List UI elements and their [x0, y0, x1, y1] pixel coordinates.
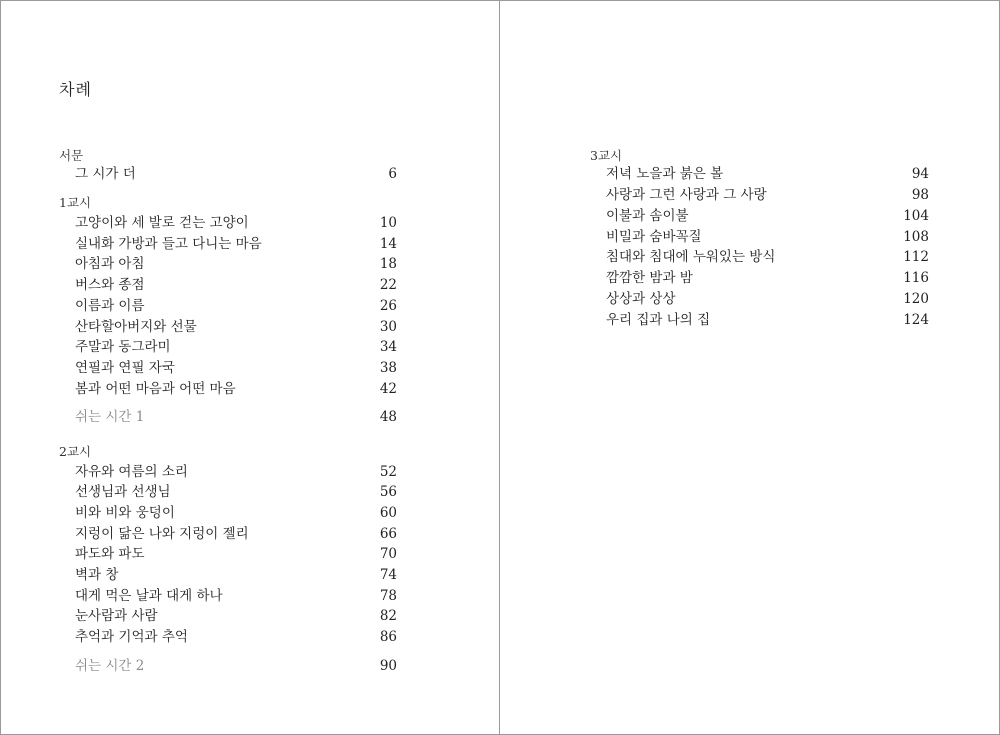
toc-entry-title: 그 시가 더 — [75, 166, 136, 182]
toc-entry[interactable] — [606, 164, 929, 184]
toc-entry-title: 실내화 가방과 들고 다니는 마음 — [75, 236, 262, 252]
toc-entry-title: 자유와 여름의 소리 — [75, 464, 188, 480]
toc-entry-title: 상상과 상상 — [606, 291, 676, 307]
section-label-class1: 1교시 — [59, 195, 92, 210]
toc-entry-page: 116 — [903, 270, 929, 286]
toc-entry[interactable] — [75, 606, 397, 626]
toc-entry-title: 이름과 이름 — [75, 298, 145, 314]
toc-entry-page: 56 — [379, 484, 397, 500]
toc-entry[interactable] — [75, 462, 397, 482]
toc-entry-page: 48 — [379, 409, 397, 425]
toc-entry-title: 연필과 연필 자국 — [75, 360, 175, 376]
toc-entry[interactable] — [75, 544, 397, 564]
toc-entry[interactable] — [75, 213, 397, 233]
toc-entry-title: 주말과 동그라미 — [75, 339, 171, 355]
toc-entry-page: 66 — [379, 526, 397, 542]
toc-entry-break[interactable] — [75, 656, 397, 676]
toc-entry-title: 벽과 창 — [75, 567, 119, 583]
toc-entry[interactable] — [75, 565, 397, 585]
toc-entry-page: 90 — [379, 658, 397, 674]
toc-entry[interactable] — [75, 524, 397, 544]
toc-entry[interactable] — [75, 627, 397, 647]
toc-entry-title: 버스와 종점 — [75, 277, 145, 293]
toc-entry-page: 6 — [388, 166, 397, 182]
toc-entry-page: 78 — [379, 588, 397, 604]
toc-entry-title: 우리 집과 나의 집 — [606, 312, 711, 328]
toc-entry-page: 14 — [379, 236, 397, 252]
toc-entry-page: 26 — [379, 298, 397, 314]
toc-entry-page: 38 — [379, 360, 397, 376]
toc-entry-page: 86 — [379, 629, 397, 645]
toc-entry-page: 104 — [903, 208, 929, 224]
toc-entry-page: 120 — [903, 291, 929, 307]
toc-entry[interactable] — [75, 275, 397, 295]
toc-entry-title: 봄과 어떤 마음과 어떤 마음 — [75, 381, 236, 397]
toc-entry-title: 침대와 침대에 누워있는 방식 — [606, 249, 776, 265]
toc-entry-page: 22 — [379, 277, 397, 293]
toc-entry-page: 124 — [903, 312, 929, 328]
page-divider — [499, 0, 500, 735]
toc-entry[interactable] — [606, 206, 929, 226]
toc-entry[interactable] — [75, 234, 397, 254]
toc-entry-title: 비밀과 숨바꼭질 — [606, 229, 702, 245]
toc-entry[interactable] — [606, 289, 929, 309]
toc-entry-title: 쉬는 시간 1 — [75, 409, 145, 425]
toc-entry[interactable] — [75, 358, 397, 378]
toc-entry-page: 42 — [379, 381, 397, 397]
toc-entry-title: 이불과 솜이불 — [606, 208, 689, 224]
toc-entry[interactable] — [75, 482, 397, 502]
toc-entry[interactable] — [606, 268, 929, 288]
section-label-prologue: 서문 — [59, 148, 84, 163]
toc-entry[interactable] — [75, 503, 397, 523]
toc-entry[interactable] — [606, 227, 929, 247]
toc-entry-title: 대게 먹은 날과 대게 하나 — [75, 588, 223, 604]
toc-entry-title: 추억과 기억과 추억 — [75, 629, 188, 645]
toc-entry-page: 70 — [379, 546, 397, 562]
toc-entry-title: 산타할아버지와 선물 — [75, 319, 197, 335]
toc-entry-title: 비와 비와 웅덩이 — [75, 505, 175, 521]
section-label-class3: 3교시 — [590, 148, 623, 163]
toc-entry-page: 60 — [379, 505, 397, 521]
toc-entry-title: 쉬는 시간 2 — [75, 658, 145, 674]
toc-entry-title: 지렁이 닮은 나와 지렁이 젤리 — [75, 526, 249, 542]
toc-entry[interactable] — [606, 310, 929, 330]
toc-entry-page: 98 — [911, 187, 929, 203]
toc-entry-title: 저녁 노을과 붉은 볼 — [606, 166, 724, 182]
toc-entry[interactable] — [75, 586, 397, 606]
toc-entry[interactable] — [75, 164, 397, 184]
toc-entry-page: 74 — [379, 567, 397, 583]
toc-entry-page: 34 — [379, 339, 397, 355]
toc-entry-page: 18 — [379, 256, 397, 272]
toc-entry[interactable] — [75, 317, 397, 337]
toc-entry-page: 112 — [903, 249, 929, 265]
section-label-class2: 2교시 — [59, 444, 92, 459]
toc-entry-title: 고양이와 세 발로 걷는 고양이 — [75, 215, 249, 231]
toc-entry[interactable] — [75, 296, 397, 316]
toc-entry-title: 파도와 파도 — [75, 546, 145, 562]
toc-entry[interactable] — [606, 247, 929, 267]
toc-entry-page: 94 — [911, 166, 929, 182]
toc-entry-title: 사랑과 그런 사랑과 그 사랑 — [606, 187, 767, 203]
toc-entry-page: 108 — [903, 229, 929, 245]
toc-entry-page: 52 — [379, 464, 397, 480]
toc-entry-page: 82 — [379, 608, 397, 624]
toc-entry-title: 깜깜한 밤과 밤 — [606, 270, 693, 286]
page-title: 차례 — [59, 80, 92, 99]
toc-entry-page: 30 — [379, 319, 397, 335]
toc-entry-page: 10 — [379, 215, 397, 231]
toc-entry[interactable] — [75, 379, 397, 399]
toc-entry[interactable] — [75, 337, 397, 357]
toc-entry-title: 선생님과 선생님 — [75, 484, 171, 500]
toc-entry-title: 눈사람과 사람 — [75, 608, 158, 624]
toc-entry-title: 아침과 아침 — [75, 256, 145, 272]
toc-entry[interactable] — [75, 254, 397, 274]
toc-entry-break[interactable] — [75, 407, 397, 427]
toc-entry[interactable] — [606, 185, 929, 205]
